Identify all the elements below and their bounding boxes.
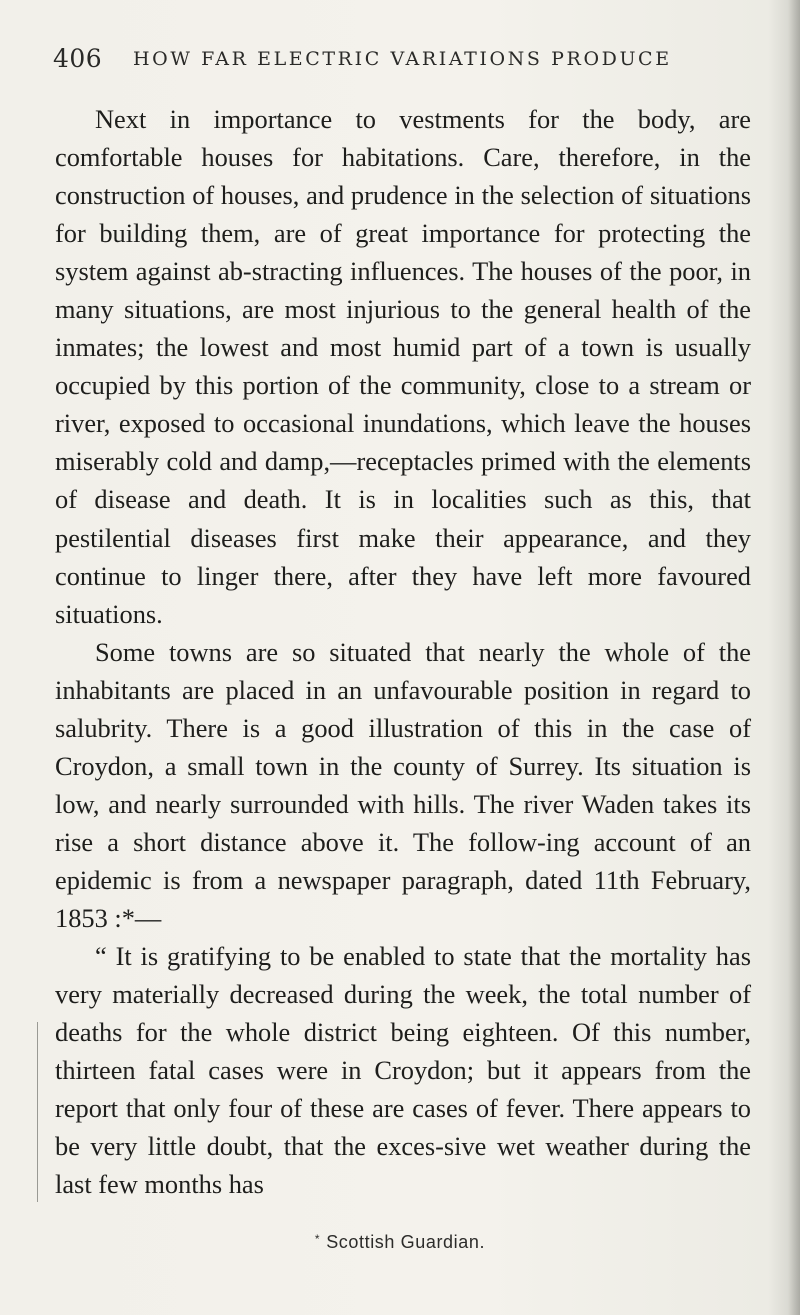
running-title: HOW FAR ELECTRIC VARIATIONS PRODUCE (133, 48, 672, 70)
paragraph-housing: Next in importance to vestments for the body, are comfortable houses for habitations. Care, therefore, in the construction of houses, and prudence in the selection of situations for building them, are of great importance for protecting the system against ab-stracting influences. The houses of the poor, in many situations, are most injurious to the general health of the inmates; the lowest and most humid part of a town is usually occupied by this portion of the community, close to a stream or river, exposed to occasional inundations, which leave the houses miserably cold and damp,—receptacles primed with the elements of disease and death. It is in localities such as this, that pestilential diseases first make their appearance, and they continue to linger there, after they have left more favoured situations. (55, 104, 751, 629)
running-head (53, 44, 753, 76)
page-edge-shadow (788, 0, 800, 1315)
footnote (0, 1232, 800, 1253)
footnote-marker: * (314, 1232, 321, 1246)
page-number: 406 (53, 44, 103, 73)
quotation-margin-line (37, 1022, 38, 1202)
footnote-text: Scottish Guardian. (326, 1232, 486, 1252)
paragraph-croydon: Some towns are so situated that nearly the whole of the inhabitants are placed in an unfavourable position in regard to salubrity. There is a good illustration of this in the case of Croydon, a small town in the county of Surrey. Its situation is low, and nearly surrounded with hills. The river Waden takes its rise a short distance above it. The follow-ing account of an epidemic is from a newspaper paragraph, dated 11th February, 1853 :*— (55, 636, 751, 933)
paragraph-quotation: “ It is gratifying to be enabled to state that the mortality has very materially decreased during the week, the total number of deaths for the whole district being eighteen. Of this number, thirteen fatal cases were in Croydon; but it appears from the report that only four of these are cases of fever. There appears to be very little doubt, that the exces-sive wet weather during the last few months has (55, 941, 751, 1200)
body-text (55, 100, 751, 1203)
